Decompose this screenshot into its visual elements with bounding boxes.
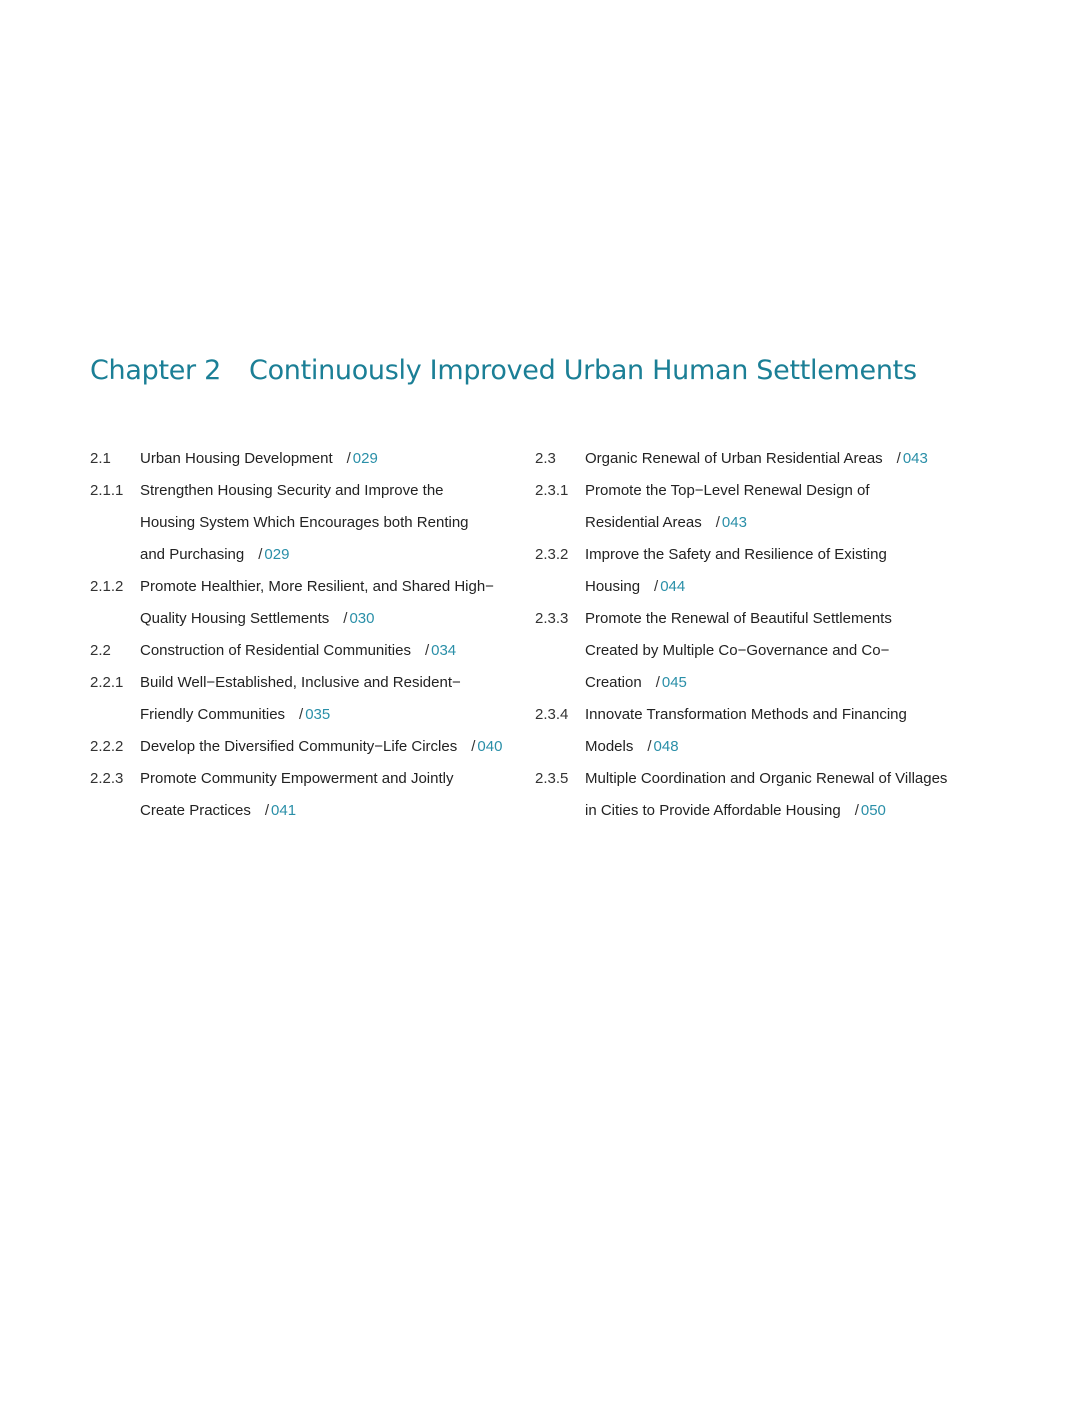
toc-entry-number: 2.2 (90, 642, 111, 659)
toc-entry-line-text: Develop the Diversified Community−Life Circles (140, 738, 458, 755)
page-ref-separator: / (471, 738, 476, 755)
toc-entry-line (585, 795, 975, 827)
page-ref-separator: / (264, 802, 270, 819)
toc-entry-line-text: Strengthen Housing Security and Improve the (140, 482, 444, 499)
toc-entry-line (140, 443, 530, 475)
toc-entry-title (140, 635, 530, 667)
toc-entry-line-text: Construction of Residential Communities (140, 642, 411, 659)
toc-entry[interactable] (90, 731, 530, 763)
toc-entry-line-text: Created by Multiple Co−Governance and Co− (585, 642, 890, 659)
toc-entry-line-text: Organic Renewal of Urban Residential Areas (585, 450, 883, 467)
toc-entry-line (140, 731, 530, 763)
toc-entry-line (140, 539, 530, 571)
toc-entry-number: 2.3 (535, 450, 556, 467)
page-number: 041 (271, 802, 297, 819)
toc-entry-line (140, 699, 530, 731)
page-reference[interactable] (347, 450, 378, 467)
page-ref-separator: / (346, 450, 351, 467)
toc-entry-line (585, 571, 975, 603)
page-ref-separator: / (424, 642, 430, 659)
toc-entry-line-text: Friendly Communities (140, 706, 286, 723)
toc-entry[interactable] (535, 443, 975, 475)
toc-entry-line (585, 699, 975, 731)
toc-entry-line-text: Models (585, 738, 634, 755)
page-reference[interactable] (897, 450, 928, 467)
page-reference[interactable] (656, 674, 687, 691)
toc-entry-line (140, 571, 530, 603)
page-number: 044 (660, 578, 686, 595)
page-ref-separator: / (299, 706, 304, 723)
toc-entry-line-text: Promote Community Empowerment and Jointly (140, 770, 454, 787)
toc-entry-number: 2.1 (90, 450, 111, 467)
page-reference[interactable] (258, 546, 289, 563)
toc-entry-title (140, 731, 530, 763)
toc-entry-line-text: Promote Healthier, More Resilient, and Shared High− (140, 578, 494, 595)
toc-entry-line-text: Urban Housing Development (140, 450, 333, 467)
toc-entry[interactable] (535, 763, 975, 827)
page-reference[interactable] (425, 642, 456, 659)
page-ref-separator: / (343, 610, 348, 627)
toc-entry-number: 2.3.5 (535, 770, 569, 787)
toc-entry[interactable] (535, 699, 975, 763)
toc-entry-line (585, 667, 975, 699)
page-number: 050 (860, 802, 886, 819)
toc-entry-line (585, 731, 975, 763)
toc-entry-line (140, 763, 530, 795)
toc-entry-title (585, 443, 975, 475)
toc-entry-line-text: Quality Housing Settlements (140, 610, 330, 627)
toc-entry-number: 2.3.1 (535, 482, 569, 499)
toc-entry-number: 2.3.2 (535, 546, 569, 563)
page-number: 045 (661, 674, 687, 691)
toc-entry[interactable] (90, 667, 530, 731)
chapter-title (90, 355, 917, 386)
toc-entry-number: 2.2.1 (90, 674, 124, 691)
page-number: 043 (721, 514, 747, 531)
toc-entry-line-text: Multiple Coordination and Organic Renewal of Villages (585, 770, 948, 787)
page-number: 034 (431, 642, 457, 659)
page-reference[interactable] (654, 578, 685, 595)
page-ref-separator: / (896, 450, 901, 467)
toc-entry-number: 2.3.3 (535, 610, 569, 627)
toc-entry-number: 2.2.2 (90, 738, 124, 755)
toc-entry-line-text: Housing System Which Encourages both Renting (140, 514, 469, 531)
toc-entry-line (585, 507, 975, 539)
toc-right-column (535, 443, 975, 827)
toc-entry-title (140, 475, 530, 571)
toc-entry-title (585, 699, 975, 763)
toc-entry-title (585, 603, 975, 699)
toc-entry[interactable] (535, 539, 975, 603)
toc-entry-line-text: Build Well−Established, Inclusive and Resident− (140, 674, 461, 691)
toc-entry-line (585, 603, 975, 635)
page-reference[interactable] (343, 610, 374, 627)
page-ref-separator: / (655, 674, 660, 691)
toc-entry-number: 2.2.3 (90, 770, 124, 787)
toc-entry[interactable] (535, 475, 975, 539)
toc-entry-line-text: and Purchasing (140, 546, 245, 563)
toc-entry-title (585, 475, 975, 539)
toc-entry[interactable] (90, 635, 530, 667)
page-ref-separator: / (715, 514, 720, 531)
page-number: 043 (902, 450, 928, 467)
toc-entry[interactable] (535, 603, 975, 699)
toc-entry-line-text: Innovate Transformation Methods and Financing (585, 706, 907, 723)
page-reference[interactable] (265, 802, 296, 819)
toc-entry-line (585, 475, 975, 507)
page-number: 048 (653, 738, 679, 755)
toc-entry[interactable] (90, 571, 530, 635)
toc-entry-title (140, 763, 530, 827)
toc-entry-number: 2.3.4 (535, 706, 569, 723)
toc-entry-line (140, 667, 530, 699)
toc-entry-line (140, 603, 530, 635)
page-number: 029 (264, 546, 290, 563)
page-number: 040 (477, 738, 503, 755)
toc-entry-number: 2.1.1 (90, 482, 124, 499)
page-number: 030 (349, 610, 375, 627)
toc-entry-title (140, 667, 530, 731)
toc-entry[interactable] (90, 475, 530, 571)
page-number: 035 (305, 706, 331, 723)
toc-entry-line (140, 635, 530, 667)
toc-entry[interactable] (90, 763, 530, 827)
toc-entry-line-text: Create Practices (140, 802, 251, 819)
toc-entry-line-text: Housing (585, 578, 641, 595)
toc-entry-number: 2.1.2 (90, 578, 124, 595)
page-reference[interactable] (647, 738, 678, 755)
toc-entry-line-text: Residential Areas (585, 514, 702, 531)
toc-entry-title (140, 443, 530, 475)
toc-entry-line (140, 475, 530, 507)
toc-entry-line-text: Promote the Top−Level Renewal Design of (585, 482, 870, 499)
chapter-label: Chapter 2 (90, 355, 222, 386)
toc-left-column (90, 443, 530, 827)
toc-entry-title (585, 763, 975, 827)
toc-entry-title (140, 571, 530, 635)
toc-entry-line (140, 795, 530, 827)
page-reference[interactable] (299, 706, 330, 723)
toc-entry-line (585, 635, 975, 667)
toc-entry-line-text: Promote the Renewal of Beautiful Settlements (585, 610, 892, 627)
chapter-name: Continuously Improved Urban Human Settlements (249, 355, 917, 386)
page-ref-separator: / (854, 802, 859, 819)
page-ref-separator: / (647, 738, 652, 755)
toc-entry-line (585, 539, 975, 571)
toc-entry-line (585, 763, 975, 795)
toc-entry[interactable] (90, 443, 530, 475)
toc-entry-line-text: Improve the Safety and Resilience of Existing (585, 546, 887, 563)
toc-entry-line (585, 443, 975, 475)
toc-entry-title (585, 539, 975, 603)
toc-entry-line (140, 507, 530, 539)
page-ref-separator: / (258, 546, 263, 563)
toc-entry-line-text: in Cities to Provide Affordable Housing (585, 802, 841, 819)
page-ref-separator: / (654, 578, 659, 595)
page-reference[interactable] (471, 738, 502, 755)
toc-entry-line-text: Creation (585, 674, 642, 691)
page-reference[interactable] (855, 802, 886, 819)
page-reference[interactable] (716, 514, 747, 531)
page-number: 029 (352, 450, 378, 467)
